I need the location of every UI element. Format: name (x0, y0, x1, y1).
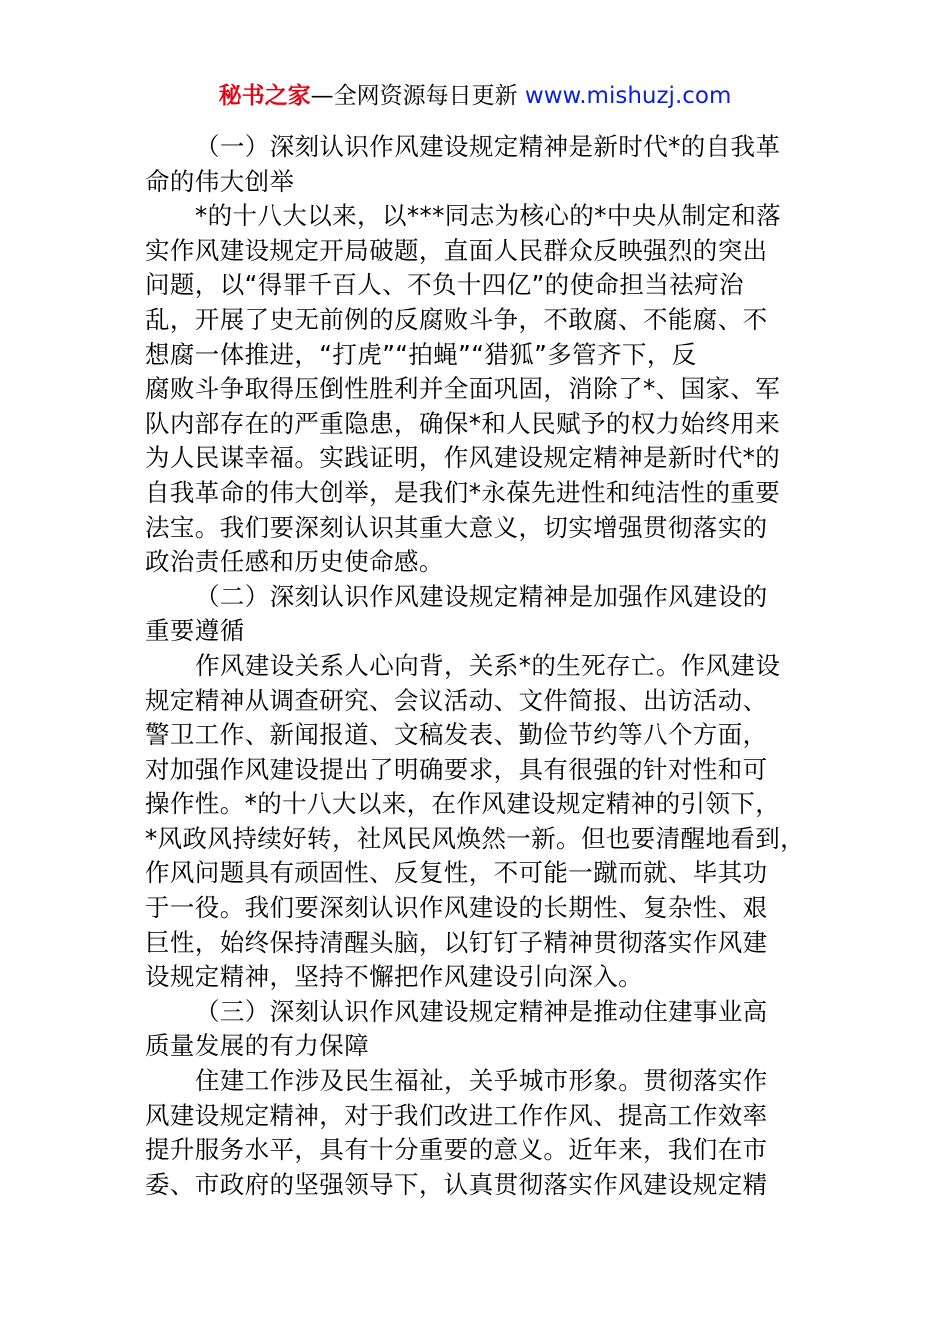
section-heading-2: （二）深刻认识作风建设规定精神是加强作风建设的 (195, 581, 768, 611)
paragraph-line: 自我革命的伟大创举，是我们*永葆先进性和纯洁性的重要 (145, 477, 781, 507)
paragraph-line: 对加强作风建设提出了明确要求，具有很强的针对性和可 (145, 754, 768, 784)
site-brand: 秘书之家 (218, 83, 311, 109)
paragraph-line: 实作风建设规定开局破题，直面人民群众反映强烈的突出 (145, 235, 768, 265)
paragraph-line: 问题，以“得罪千百人、不负十四亿”的使命担当祛疴治 (145, 270, 744, 300)
paragraph-line: 作风建设关系人心向背，关系*的生死存亡。作风建设 (195, 650, 781, 680)
paragraph-line: 住建工作涉及民生福祉，关乎城市形象。贯彻落实作 (195, 1066, 768, 1096)
section-heading-1-cont: 命的伟大创举 (145, 166, 295, 196)
section-heading-1: （一）深刻认识作风建设规定精神是新时代*的自我革 (195, 132, 781, 161)
paragraph-line: 政治责任感和历史使命感。 (145, 547, 444, 577)
paragraph-line: 巨性，始终保持清醒头脑，以钉钉子精神贯彻落实作风建 (145, 927, 768, 957)
paragraph-line: 为人民谋幸福。实践证明，作风建设规定精神是新时代*的 (145, 443, 781, 473)
paragraph-line: 于一役。我们要深刻认识作风建设的长期性、复杂性、艰 (145, 893, 768, 923)
paragraph-line: 操作性。*的十八大以来，在作风建设规定精神的引领下， (145, 789, 781, 819)
paragraph-line: 委、市政府的坚强领导下，认真贯彻落实作风建设规定精 (145, 1169, 768, 1199)
paragraph-line: 队内部存在的严重隐患，确保*和人民赋予的权力始终用来 (145, 408, 781, 438)
section-heading-2-cont: 重要遵循 (145, 616, 245, 646)
paragraph-line: 腐败斗争取得压倒性胜利并全面巩固，消除了*、国家、军 (145, 374, 781, 404)
document-body (145, 130, 810, 1202)
paragraph-line: *风政风持续好转，社风民风焕然一新。但也要清醒地看到， (145, 823, 806, 853)
section-heading-3-cont: 质量发展的有力保障 (145, 1031, 370, 1061)
paragraph-line: 规定精神从调查研究、会议活动、文件简报、出访活动、 (145, 685, 768, 715)
site-header (0, 78, 950, 114)
paragraph-line: 想腐一体推进，“打虎”“拍蝇”“猎狐”多管齐下，反 (145, 339, 697, 369)
paragraph-line: 设规定精神，坚持不懈把作风建设引向深入。 (145, 962, 643, 992)
paragraph-line: 风建设规定精神，对于我们改进工作作风、提高工作效率 (145, 1100, 768, 1130)
paragraph-line: 警卫工作、新闻报道、文稿发表、勤俭节约等八个方面， (145, 720, 768, 750)
paragraph-line: 作风问题具有顽固性、反复性，不可能一蹴而就、毕其功 (145, 858, 768, 888)
site-url-link[interactable]: www.mishuzj.com (524, 83, 732, 109)
paragraph-line: 乱，开展了史无前例的反腐败斗争，不敢腐、不能腐、不 (145, 304, 768, 334)
paragraph-line: *的十八大以来，以***同志为核心的*中央从制定和落 (195, 201, 782, 231)
section-heading-3: （三）深刻认识作风建设规定精神是推动住建事业高 (195, 996, 768, 1026)
paragraph-line: 提升服务水平，具有十分重要的意义。近年来，我们在市 (145, 1135, 768, 1165)
site-tagline: —全网资源每日更新 (310, 83, 525, 109)
paragraph-line: 法宝。我们要深刻认识其重大意义，切实增强贯彻落实的 (145, 512, 768, 542)
